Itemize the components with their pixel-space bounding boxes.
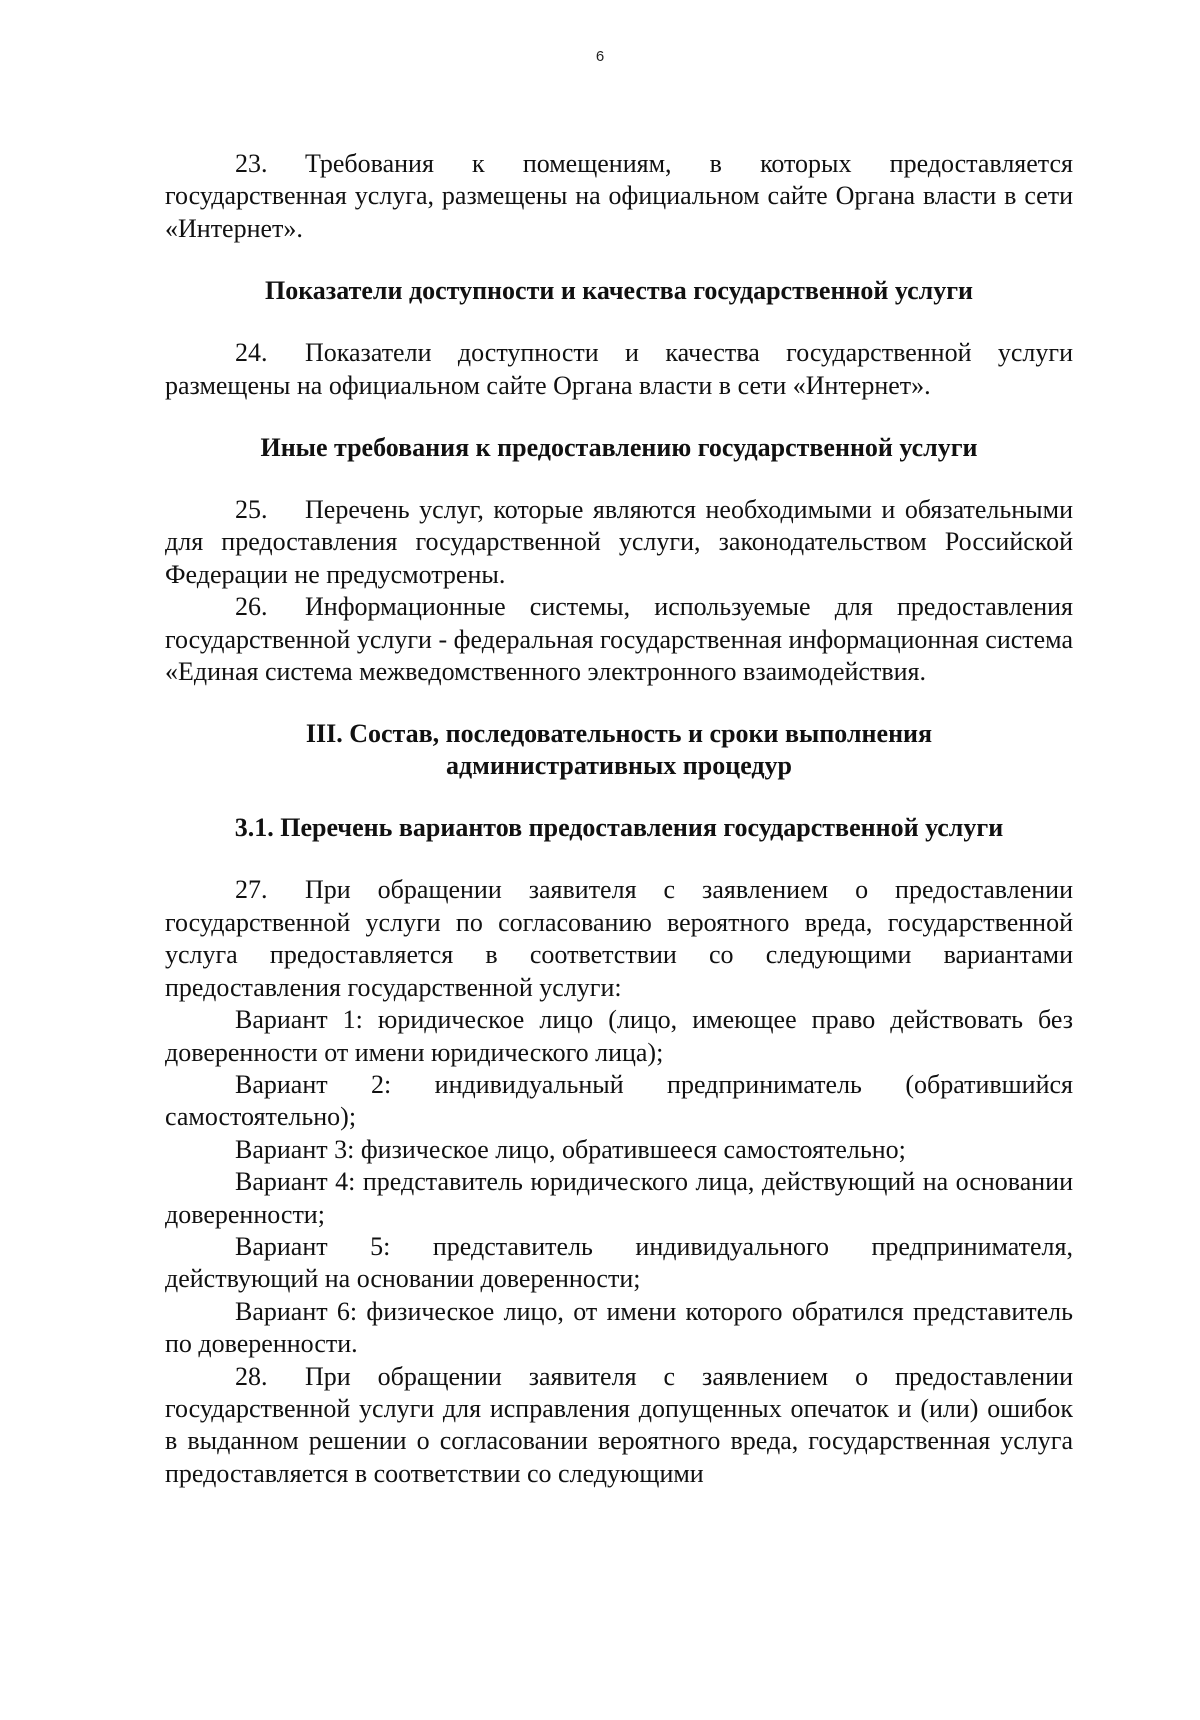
page-number: 6 bbox=[595, 48, 605, 65]
paragraph-number: 24. bbox=[235, 338, 268, 368]
variant-6: Вариант 6: физическое лицо, от имени которого обратился представитель по доверенности. bbox=[165, 1296, 1073, 1359]
variant-2: Вариант 2: индивидуальный предприниматель (обратившийся самостоятельно); bbox=[165, 1069, 1073, 1132]
variant-4: Вариант 4: представитель юридического лица, действующий на основании доверенности; bbox=[165, 1167, 1073, 1229]
paragraph-text: Перечень услуг, которые являются необходимыми и обязательными для предоставления государственной услуги, законодательством Российской Федерации не предусмотрены. bbox=[165, 495, 1073, 589]
heading-accessibility-quality: Показатели доступности и качества государственной услуги bbox=[264, 276, 974, 306]
paragraph-text: Информационные системы, используемые для предоставления государственной услуги - федеральная государственная информационная система «Единая система межведомственного электронного взаимодействия. bbox=[165, 592, 1073, 687]
paragraph-27 bbox=[165, 874, 1073, 1004]
paragraph-number: 26. bbox=[235, 592, 268, 622]
paragraph-text: При обращении заявителя с заявлением о предоставлении государственной услуги по согласованию вероятного вреда, государственной услуга предоставляется в соответствии со следующими вариантами предоставления государственной услуги: bbox=[165, 875, 1073, 1002]
paragraph-number: 28. bbox=[235, 1361, 268, 1391]
paragraph-number: 25. bbox=[235, 495, 268, 525]
paragraph-number: 27. bbox=[235, 875, 268, 905]
variant-3: Вариант 3: физическое лицо, обратившееся самостоятельно; bbox=[235, 1134, 906, 1164]
paragraph-24 bbox=[165, 337, 1073, 402]
heading-section-iii: III. Состав, последовательность и сроки выполнения административных процедур bbox=[305, 719, 933, 781]
paragraph-26 bbox=[165, 591, 1073, 688]
heading-other-requirements: Иные требования к предоставлению государственной услуги bbox=[260, 433, 978, 463]
variant-5: Вариант 5: представитель индивидуального предпринимателя, действующий на основании доверенности; bbox=[165, 1231, 1073, 1294]
paragraph-number: 23. bbox=[235, 149, 268, 178]
paragraph-25 bbox=[165, 494, 1073, 591]
paragraph-28 bbox=[165, 1361, 1073, 1491]
document-body bbox=[165, 148, 1073, 1490]
paragraph-text: Требования к помещениям, в которых предоставляется государственная услуга, размещены на официальном сайте Органа власти в сети «Интернет». bbox=[165, 149, 1073, 243]
variant-1: Вариант 1: юридическое лицо (лицо, имеющее право действовать без доверенности от имени юридического лица); bbox=[165, 1005, 1073, 1067]
heading-section-3-1: 3.1. Перечень вариантов предоставления государственной услуги bbox=[234, 813, 1004, 843]
paragraph-23 bbox=[165, 148, 1073, 245]
paragraph-text: Показатели доступности и качества государственной услуги размещены на официальном сайте Органа власти в сети «Интернет». bbox=[165, 338, 1073, 400]
paragraph-text: При обращении заявителя с заявлением о предоставлении государственной услуги для исправления допущенных опечаток и (или) ошибок в выданном решении о согласовании вероятного вреда, государственная услуга предоставляется в соответствии со следующими bbox=[165, 1361, 1073, 1488]
